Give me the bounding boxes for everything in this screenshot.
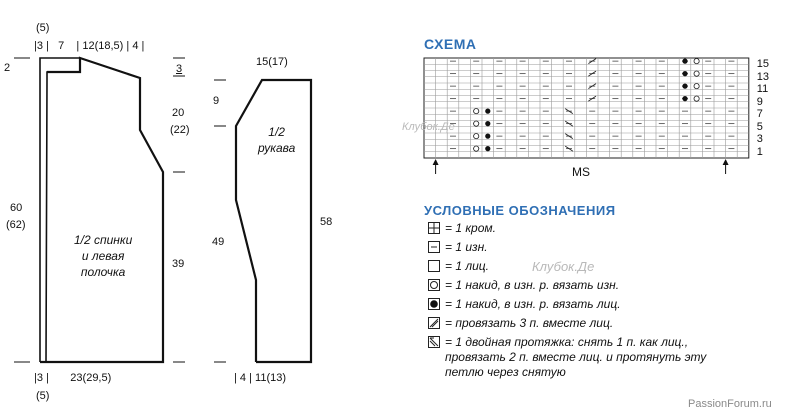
dim-lower: 39	[172, 258, 185, 270]
legend-title: УСЛОВНЫЕ ОБОЗНАЧЕНИЯ	[424, 203, 616, 218]
legend-text-double-decrease-1: = 1 двойная протяжка: снять 1 п. как лиц.,	[445, 335, 689, 349]
back-front-label-3: полочка	[80, 265, 126, 279]
legend-item-double-decrease	[428, 335, 706, 380]
dim-bottom-1: 3	[36, 372, 43, 384]
legend-text-yo-knit: = 1 накид, в изн. р. вязать лиц.	[445, 297, 621, 311]
yo-knit-mark	[682, 59, 687, 64]
legend-item-knit	[428, 259, 489, 274]
yo-purl-mark	[694, 71, 699, 76]
sleeve-bottom-row: | 4 | 11(13)	[234, 372, 287, 384]
legend-text-double-decrease	[445, 335, 706, 380]
purl-stitch-icon	[428, 241, 440, 253]
schema-row-number: 7	[756, 108, 763, 120]
schema-row-number: 5	[756, 120, 763, 133]
legend-text-k3tog: = провязать 3 п. вместе лиц.	[445, 316, 614, 330]
dim-top-step: 2	[4, 62, 11, 74]
legend-text-double-decrease-3: петлю через снятую	[445, 365, 566, 379]
yo-knit-mark	[485, 146, 490, 151]
yo-knit-mark	[485, 134, 490, 139]
schema-title: СХЕМА	[424, 36, 477, 52]
back-front-piece	[40, 58, 163, 362]
dim-top-4: 4	[132, 40, 139, 52]
yo-knit-mark	[682, 71, 687, 76]
yo-purl-mark	[694, 59, 699, 64]
back-front-label-2: и левая	[81, 249, 125, 263]
dim-armhole-alt: (22)	[170, 124, 190, 136]
sleeve-piece	[236, 80, 311, 362]
dim-top-3: 12(18,5)	[82, 40, 124, 52]
legend-item-k3tog	[428, 316, 613, 331]
yo-knit-mark	[682, 84, 687, 89]
dim-neck: 3	[176, 63, 183, 75]
schema-row-number: 11	[756, 83, 769, 95]
knit-stitch-icon	[428, 260, 440, 272]
sleeve-outline	[236, 80, 311, 362]
dim-bottom-alt: (5)	[36, 390, 50, 402]
dim-bottom-2: 23(29,5)	[70, 372, 112, 384]
legend-text-yo-purl: = 1 накид, в изн. р. вязать изн.	[445, 278, 620, 292]
legend-item-edge	[428, 221, 496, 236]
dim-armhole: 20	[172, 107, 185, 119]
dim-shoulder-alt: (5)	[36, 22, 50, 34]
sleeve-body-dim: 49	[212, 236, 225, 248]
back-front-outline	[40, 58, 80, 362]
sleeve-ticks	[214, 80, 226, 362]
schema-repeat-label: MS	[572, 165, 590, 179]
yo-knit-mark	[485, 109, 490, 114]
repeat-arrow-head	[433, 159, 439, 165]
edge-stitch-icon	[428, 222, 440, 234]
sleeve-label-1: 1/2	[268, 125, 285, 139]
yo-purl-mark	[474, 134, 479, 139]
repeat-arrow-head	[723, 159, 729, 165]
schema-row-number: 3	[756, 133, 763, 145]
yo-purl-mark	[474, 146, 479, 151]
yo-purl-mark	[474, 121, 479, 126]
yo-purl-mark	[694, 96, 699, 101]
legend-text-double-decrease-2: провязать 2 п. вместе лиц. и протянуть эту	[445, 350, 707, 364]
yo-knit-mark	[682, 96, 687, 101]
legend-item-purl	[428, 240, 488, 255]
dim-top-2: 7	[58, 40, 65, 52]
yo-purl-mark	[694, 84, 699, 89]
k3tog-icon	[428, 317, 440, 329]
legend-item-yo-knit	[428, 297, 621, 312]
dim-top-row: |3 | 7 | 12(18,5) | 4 |	[34, 40, 145, 52]
yarn-over-knit-icon	[428, 298, 440, 310]
sleeve-length-dim: 58	[320, 216, 333, 228]
schema-row-number: 15	[756, 58, 770, 70]
legend-text-edge: = 1 кром.	[445, 221, 496, 235]
yo-purl-mark	[474, 109, 479, 114]
sleeve-bottom-1: 4	[239, 372, 247, 384]
legend-item-yo-purl	[428, 278, 619, 293]
schema-watermark: Клубок.Де	[402, 121, 455, 133]
legend-watermark: Клубок.Де	[532, 259, 595, 274]
schema-row-number: 9	[756, 95, 763, 108]
dim-top-1: 3	[36, 40, 43, 52]
sleeve-label	[258, 124, 295, 156]
schema-row-number: 1	[756, 145, 763, 158]
dim-total-height-alt: (62)	[6, 219, 26, 231]
legend-text-knit: = 1 лиц.	[445, 259, 489, 273]
sleeve-bottom-2: 11(13)	[255, 372, 287, 384]
back-front-outline-right	[40, 58, 163, 362]
back-front-label	[74, 232, 132, 280]
schema-row-number: 13	[756, 70, 770, 83]
sleeve-cap-dim: 9	[213, 95, 220, 107]
dim-total-height: 60	[10, 202, 23, 214]
sleeve-top-dim: 15(17)	[256, 56, 288, 68]
double-decrease-icon	[428, 336, 440, 348]
dim-bottom-row: |3 | 23(29,5)	[34, 372, 112, 384]
site-watermark: PassionForum.ru	[688, 398, 772, 410]
sleeve-label-2: рукава	[258, 141, 296, 155]
schema-grid	[424, 58, 749, 174]
legend-text-purl: = 1 изн.	[445, 240, 488, 254]
back-front-label-1: 1/2 спинки	[74, 233, 133, 247]
yarn-over-purl-icon	[428, 279, 440, 291]
yo-knit-mark	[485, 121, 490, 126]
